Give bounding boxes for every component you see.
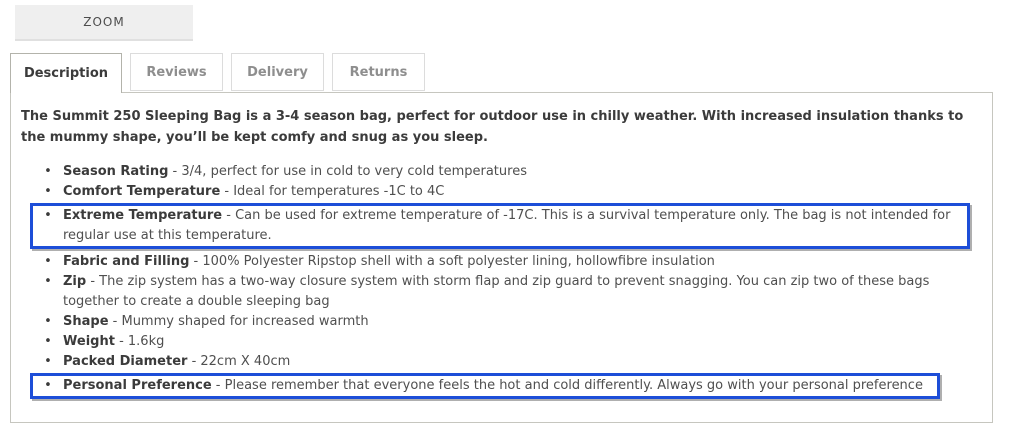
list-item-text: Comfort Temperature - Ideal for temperatures -1C to 4C bbox=[63, 184, 445, 199]
list-item-text: Packed Diameter - 22cm X 40cm bbox=[63, 354, 291, 369]
list-item-text: Weight - 1.6kg bbox=[63, 334, 165, 349]
list-item-personal-preference-highlighted bbox=[30, 373, 940, 399]
zoom-button[interactable]: ZOOM bbox=[15, 5, 193, 41]
tab-description[interactable]: Description bbox=[10, 53, 122, 93]
list-item-shape bbox=[33, 312, 970, 332]
bullet-dot-icon: • bbox=[44, 208, 52, 223]
list-item-extreme-temperature-highlighted bbox=[30, 203, 970, 249]
tab-delivery[interactable]: Delivery bbox=[231, 53, 324, 91]
list-item-text: Season Rating - 3/4, perfect for use in cold to very cold temperatures bbox=[63, 164, 527, 179]
list-item-fabric-and-filling bbox=[33, 252, 970, 272]
description-panel bbox=[10, 92, 993, 423]
bullet-dot-icon: • bbox=[44, 254, 52, 269]
list-item-text: Fabric and Filling - 100% Polyester Ripstop shell with a soft polyester lining, hollowfibre insulation bbox=[63, 254, 715, 269]
bullet-dot-icon: • bbox=[44, 314, 52, 329]
bullet-dot-icon: • bbox=[44, 274, 52, 289]
tab-bar bbox=[10, 53, 433, 93]
tab-reviews[interactable]: Reviews bbox=[130, 53, 223, 91]
product-intro-text: The Summit 250 Sleeping Bag is a 3-4 season bag, perfect for outdoor use in chilly weather. With increased insulation thanks to the mummy shape, you’ll be kept comfy and snug as you sleep. bbox=[21, 109, 964, 145]
bullet-dot-icon: • bbox=[44, 354, 52, 369]
bullet-dot-icon: • bbox=[44, 184, 52, 199]
feature-list bbox=[33, 162, 970, 399]
description-content bbox=[11, 93, 992, 399]
list-item-text: Zip - The zip system has a two-way closure system with storm flap and zip guard to prevent snagging. You can zip two of these bags together to create a double sleeping bag bbox=[63, 274, 930, 309]
list-item-text: Shape - Mummy shaped for increased warmth bbox=[63, 314, 369, 329]
list-item-text: Personal Preference - Please remember that everyone feels the hot and cold differently. Always go with your personal preference bbox=[63, 378, 923, 393]
list-item-weight bbox=[33, 332, 970, 352]
list-item-text: Extreme Temperature - Can be used for extreme temperature of -17C. This is a survival temperature only. The bag is not intended for regular use at this temperature. bbox=[63, 208, 951, 243]
bullet-dot-icon: • bbox=[44, 164, 52, 179]
tab-returns[interactable]: Returns bbox=[332, 53, 425, 91]
list-item-packed-diameter bbox=[33, 352, 970, 372]
bullet-dot-icon: • bbox=[44, 378, 52, 393]
list-item-comfort-temperature bbox=[33, 182, 970, 202]
bullet-dot-icon: • bbox=[44, 334, 52, 349]
list-item-season-rating bbox=[33, 162, 970, 182]
list-item-zip bbox=[33, 272, 970, 312]
